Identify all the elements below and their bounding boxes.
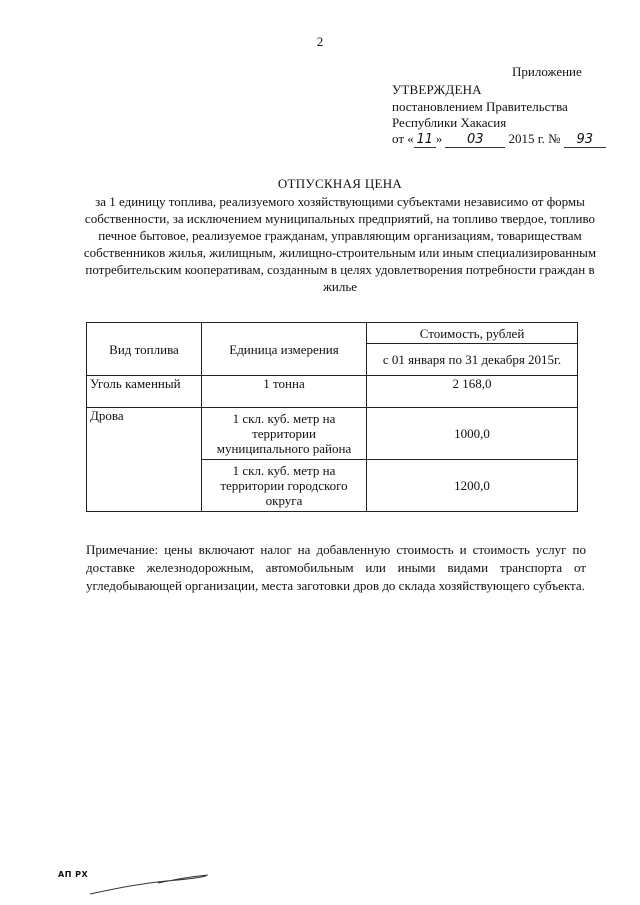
cell-price: 1200,0: [367, 460, 578, 512]
table-row: [87, 408, 578, 460]
approved-heading: УТВЕРЖДЕНА: [392, 82, 482, 97]
table-header-row: [87, 323, 578, 344]
document-title: ОТПУСКНАЯ ЦЕНА: [277, 176, 403, 191]
cell-unit: 1 тонна: [202, 376, 367, 408]
cell-price: 2 168,0: [367, 376, 578, 408]
signature-scribble: [88, 860, 238, 900]
table-row: [87, 376, 578, 408]
handwritten-number: 93: [564, 133, 606, 148]
header-period: с 01 января по 31 декабря 2015г.: [367, 344, 578, 376]
page-number: 2: [316, 34, 324, 49]
year-text: 2015 г. №: [508, 131, 561, 146]
date-mid: »: [435, 131, 443, 146]
handwritten-month: 03: [445, 133, 505, 148]
price-note: Примечание: цены включают налог на добавленную стоимость и стоимость услуг по доставке железнодорожным, автомобильным или иными видами транспорта от угледобывающей организации, места заготовки дров до склада хозяйствующего субъекта.: [86, 542, 586, 593]
cell-unit: 1 скл. куб. метр на территории муниципального района: [202, 408, 367, 460]
footer-label: АП РХ: [58, 870, 89, 879]
document-subtitle: за 1 единицу топлива, реализуемого хозяйствующими субъектами независимо от формы собственности, за исключением муниципальных предприятий, на топливо твердое, топливо печное бытовое, реализуемое гражданам, управляющим организациям, товариществам собственников жилья, жилищным, жилищно-строительным или иным специализированным потребительским кооперативам, созданным в целях удовлетворения потребности граждан в жилье: [83, 194, 597, 294]
cell-fuel: Дрова: [87, 408, 202, 512]
date-line: [392, 131, 606, 148]
header-cost: Стоимость, рублей: [367, 323, 578, 344]
cell-fuel: Уголь каменный: [87, 376, 202, 408]
republic-line: Республики Хакасия: [392, 115, 507, 130]
header-unit: Единица измерения: [202, 323, 367, 376]
appendix-label: Приложение: [512, 64, 582, 79]
cell-price: 1000,0: [367, 408, 578, 460]
cell-unit: 1 скл. куб. метр на территории городского округа: [202, 460, 367, 512]
handwritten-day: 11: [414, 133, 436, 148]
header-fuel-type: Вид топлива: [87, 323, 202, 376]
price-table: [86, 322, 578, 512]
date-prefix: от «: [392, 131, 414, 146]
decree-line: постановлением Правительства: [392, 99, 568, 114]
